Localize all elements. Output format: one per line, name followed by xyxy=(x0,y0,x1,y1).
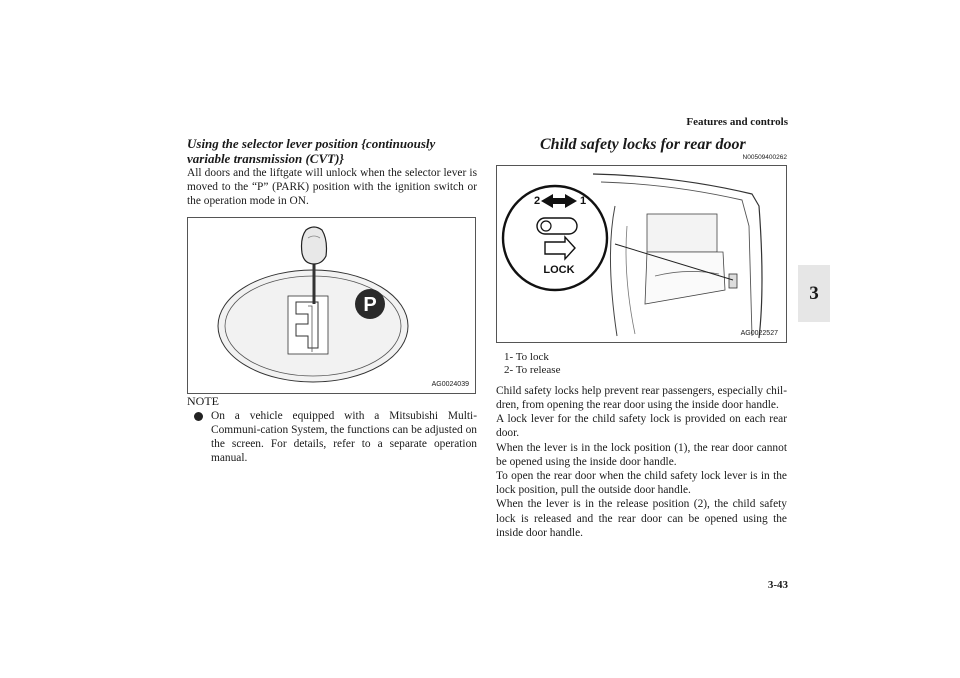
caption-release: 2- To release xyxy=(504,364,561,377)
body-paragraph: When the lever is in the release position (2), the child safety lock is released and the rear door can be opened using the inside door handle. xyxy=(496,498,787,539)
body-paragraph: When the lever is in the lock position (1), the rear door cannot be opened using the inside door handle. xyxy=(496,441,787,468)
park-letter: P xyxy=(363,293,377,316)
chapter-tab xyxy=(798,265,830,322)
reference-code: N00509400262 xyxy=(742,154,787,161)
selector-lever-illustration xyxy=(188,218,475,393)
release-position-label: 2 xyxy=(533,195,541,207)
page-number: 3-43 xyxy=(767,579,788,591)
section-heading: Child safety locks for rear door xyxy=(540,136,746,153)
note-text: On a vehicle equipped with a Mitsubishi Multi-Communi-cation System, the functions can be adjusted on the screen. For details, refer to a separate operation manual. xyxy=(211,409,477,465)
body-paragraph: A lock lever for the child safety lock is provided on each rear door. xyxy=(496,413,787,440)
caption-lock: 1- To lock xyxy=(504,351,549,363)
left-column xyxy=(187,136,477,465)
intro-paragraph: All doors and the liftgate will unlock when the selector lever is moved to the “P” (PARK) position with the ignition switch or the operation mode in ON. xyxy=(187,167,477,208)
lock-position-label: 1 xyxy=(579,195,587,207)
body-paragraph: Child safety locks help prevent rear passengers, especially chil-dren, from opening the rear door using the inside door handle. xyxy=(496,384,787,412)
selector-lever-figure xyxy=(187,217,476,394)
right-column xyxy=(496,136,787,540)
chapter-number: 3 xyxy=(809,283,819,304)
child-lock-illustration xyxy=(497,166,786,342)
body-paragraph: To open the rear door when the child safety lock lever is in the lock position, pull the outside door handle. xyxy=(496,470,787,497)
section-header: Features and controls xyxy=(686,116,788,128)
note-label: NOTE xyxy=(187,393,219,408)
subheading: Using the selector lever position {continuously variable transmission (CVT)} xyxy=(187,136,436,166)
bullet-icon xyxy=(187,409,211,466)
child-lock-figure xyxy=(496,165,787,343)
note-item xyxy=(187,409,477,466)
lock-label: LOCK xyxy=(543,264,575,276)
figure-id: AG0024039 xyxy=(431,380,469,388)
figure-id: AG0022527 xyxy=(740,330,778,337)
